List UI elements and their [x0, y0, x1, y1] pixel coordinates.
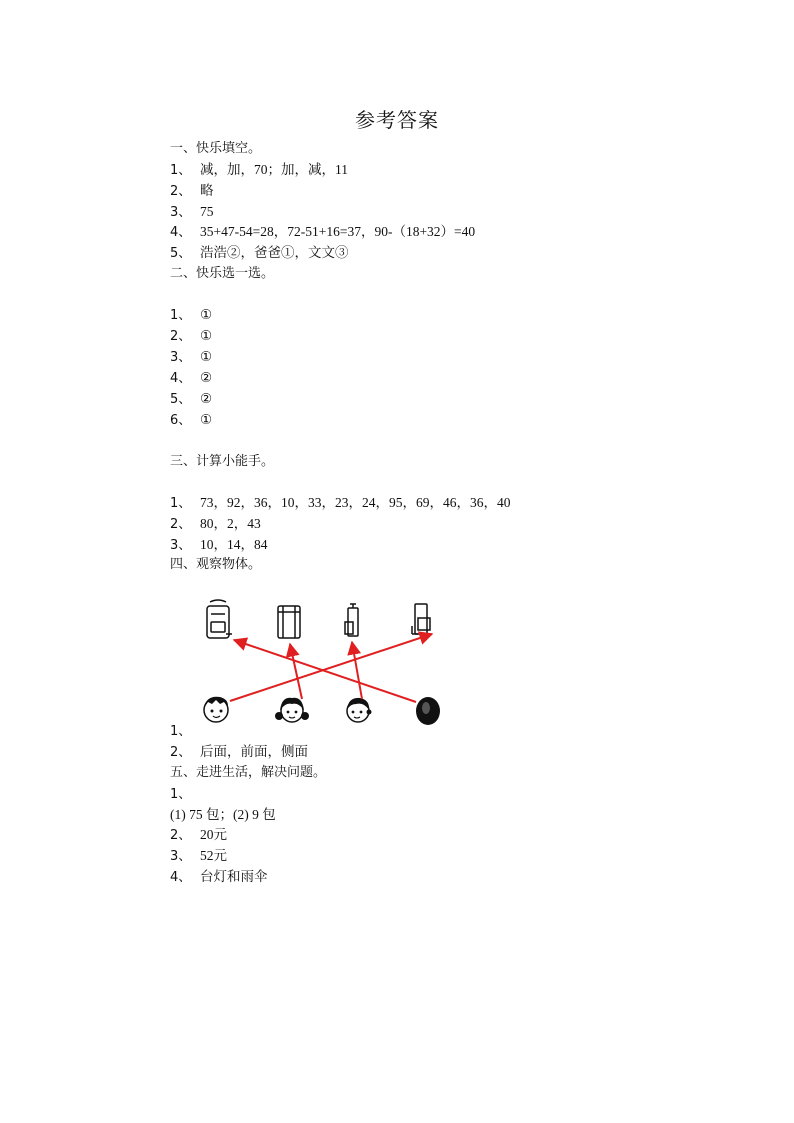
answer-row [170, 826, 227, 845]
answer-number: 1、 [170, 163, 192, 178]
backpack-side-icon [345, 604, 358, 636]
answer-row [170, 203, 214, 222]
answer-text: ② [200, 391, 213, 406]
answer-text: ① [200, 307, 213, 322]
answer-text: 浩浩②，爸爸①，文文③ [200, 245, 349, 260]
answer-row [170, 411, 212, 430]
answer-row [170, 515, 261, 534]
answer-number: 4、 [170, 371, 192, 386]
answer-text: 80，2，43 [200, 516, 261, 531]
answer-number: 5、 [170, 246, 192, 261]
answer-number: 1、 [170, 787, 192, 802]
answer-text: 台灯和雨伞 [200, 869, 268, 884]
answer-number: 3、 [170, 205, 192, 220]
answer-row [170, 743, 308, 762]
backpack-back-icon [207, 600, 232, 638]
answer-row [170, 161, 348, 180]
section-heading-solve-problems: 五、走进生活，解决问题。 [170, 765, 327, 780]
answer-text: 75 [200, 204, 214, 219]
answer-row [170, 182, 214, 201]
child-back-head-icon [416, 697, 440, 725]
answer-text: 52元 [200, 848, 227, 863]
answer-row [170, 244, 349, 263]
answer-number: 1、 [170, 308, 192, 323]
answer-row [170, 327, 212, 346]
girl-face-icon [275, 698, 309, 722]
answer-number: 1、 [170, 496, 192, 511]
answer-row [170, 868, 268, 887]
section-heading-fill-blank: 一、快乐填空。 [170, 141, 262, 156]
answer-text: 后面，前面，侧面 [200, 744, 308, 759]
answer-number: 6、 [170, 413, 192, 428]
answer-number: 3、 [170, 350, 192, 365]
arrow-sideface-to-side-backpack [352, 642, 362, 699]
answer-text: 减，加，70；加，减，11 [200, 162, 348, 177]
answer-text: 20元 [200, 827, 227, 842]
child-face-icon [204, 697, 228, 722]
answer-number: 5、 [170, 392, 192, 407]
answer-text: ② [200, 370, 213, 385]
answer-text: ① [200, 349, 213, 364]
backpack-angled-icon [412, 604, 430, 634]
answer-row [170, 785, 200, 804]
answer-text: 10，14，84 [200, 537, 268, 552]
section-heading-calculation: 三、计算小能手。 [170, 454, 275, 469]
answer-text: ① [200, 412, 213, 427]
answer-number: 2、 [170, 329, 192, 344]
answer-row [170, 348, 212, 367]
arrow-boy-to-angled-backpack [230, 634, 432, 701]
answer-number: 2、 [170, 517, 192, 532]
answer-text: 略 [200, 183, 214, 198]
answer-number: 3、 [170, 538, 192, 553]
answer-row [170, 223, 475, 242]
answer-text: 73，92，36，10，33，23，24，95，69，46，36，40 [200, 495, 511, 510]
observation-matching-figure [190, 598, 450, 730]
answer-text: ① [200, 328, 213, 343]
answer-number: 1、 [170, 724, 192, 739]
answer-row [170, 369, 212, 388]
answer-number: 2、 [170, 745, 192, 760]
section-heading-observe-objects: 四、观察物体。 [170, 557, 262, 572]
answer-text: 35+47-54=28，72-51+16=37，90-（18+32）=40 [200, 224, 476, 239]
answer-row [170, 536, 268, 555]
backpack-front-icon [278, 606, 300, 638]
answer-number: 3、 [170, 849, 192, 864]
answer-row [170, 847, 227, 866]
page-title: 参考答案 [355, 108, 439, 132]
arrow-girl-to-front-backpack [290, 644, 302, 699]
section-heading-multiple-choice: 二、快乐选一选。 [170, 266, 275, 281]
matching-arrows [230, 634, 432, 702]
answer-row [170, 806, 276, 825]
answer-number: 4、 [170, 225, 192, 240]
answer-row [170, 306, 212, 325]
answer-number: 4、 [170, 870, 192, 885]
answer-number: 2、 [170, 828, 192, 843]
child-side-face-icon [347, 698, 372, 722]
answer-row [170, 494, 511, 513]
answer-number: 2、 [170, 184, 192, 199]
answer-row [170, 722, 200, 741]
answer-text: (1) 75 包；(2) 9 包 [170, 807, 276, 822]
answer-row [170, 390, 212, 409]
